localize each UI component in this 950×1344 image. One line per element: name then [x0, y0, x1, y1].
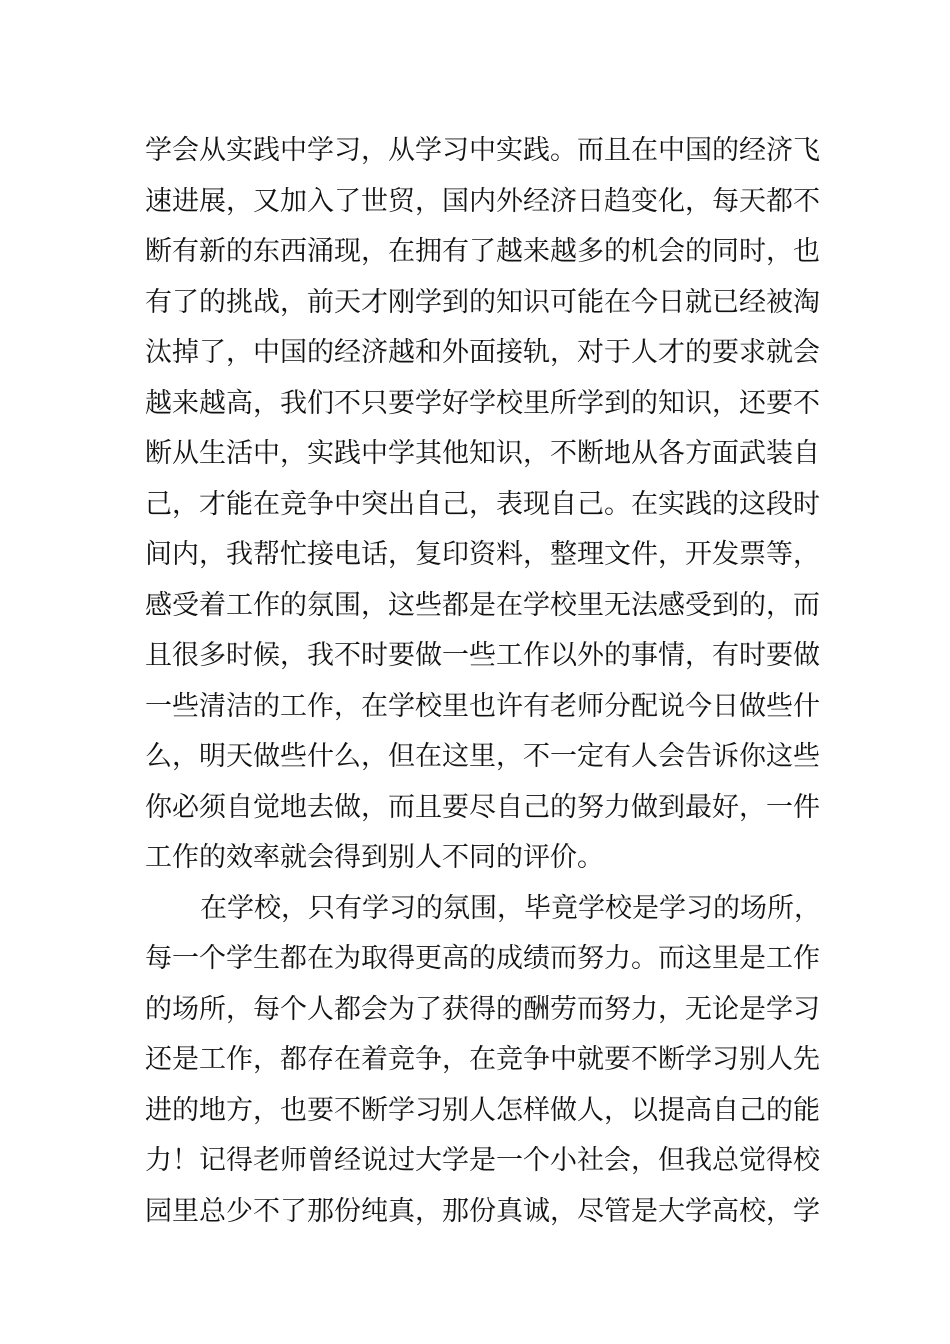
text-line: 己，才能在竞争中突出自己，表现自己。在实践的这段时	[145, 488, 820, 520]
text-line: 进的地方，也要不断学习别人怎样做人，以提高自己的能	[145, 1094, 820, 1126]
text-line: 学会从实践中学习，从学习中实践。而且在中国的经济飞	[145, 135, 820, 166]
text-line: 力！记得老师曾经说过大学是一个小社会，但我总觉得校	[145, 1145, 820, 1176]
paragraph-2	[145, 884, 821, 1238]
document-body	[145, 126, 821, 1237]
text-line: 有了的挑战，前天才刚学到的知识可能在今日就已经被淘	[145, 286, 820, 318]
text-line: 感受着工作的氛围，这些都是在学校里无法感受到的，而	[145, 589, 820, 621]
text-line: 一些清洁的工作，在学校里也许有老师分配说今日做些什	[145, 690, 820, 722]
text-line: 么，明天做些什么，但在这里，不一定有人会告诉你这些	[145, 741, 820, 772]
text-line: 工作的效率就会得到别人不同的评价。	[145, 842, 604, 873]
text-line-indented: 在学校，只有学习的氛围，毕竟学校是学习的场所，	[200, 892, 821, 924]
text-line: 越来越高，我们不只要学好学校里所学到的知识，还要不	[145, 387, 820, 419]
text-line: 你必须自觉地去做，而且要尽自己的努力做到最好，一件	[145, 791, 820, 823]
text-line: 每一个学生都在为取得更高的成绩而努力。而这里是工作	[145, 943, 820, 974]
text-line: 汰掉了，中国的经济越和外面接轨，对于人才的要求就会	[145, 337, 820, 368]
text-line: 且很多时候，我不时要做一些工作以外的事情，有时要做	[145, 640, 820, 671]
text-line: 园里总少不了那份纯真，那份真诚，尽管是大学高校，学	[145, 1195, 820, 1227]
text-line: 间内，我帮忙接电话，复印资料，整理文件，开发票等，	[145, 539, 820, 570]
text-line: 断从生活中，实践中学其他知识，不断地从各方面武装自	[145, 438, 820, 469]
paragraph-1	[145, 126, 820, 884]
text-line: 速进展，又加入了世贸，国内外经济日趋变化，每天都不	[145, 185, 820, 217]
text-line: 断有新的东西涌现，在拥有了越来越多的机会的同时，也	[145, 236, 820, 267]
text-line: 还是工作，都存在着竞争，在竞争中就要不断学习别人先	[145, 1044, 820, 1075]
text-line: 的场所，每个人都会为了获得的酬劳而努力，无论是学习	[145, 993, 820, 1025]
